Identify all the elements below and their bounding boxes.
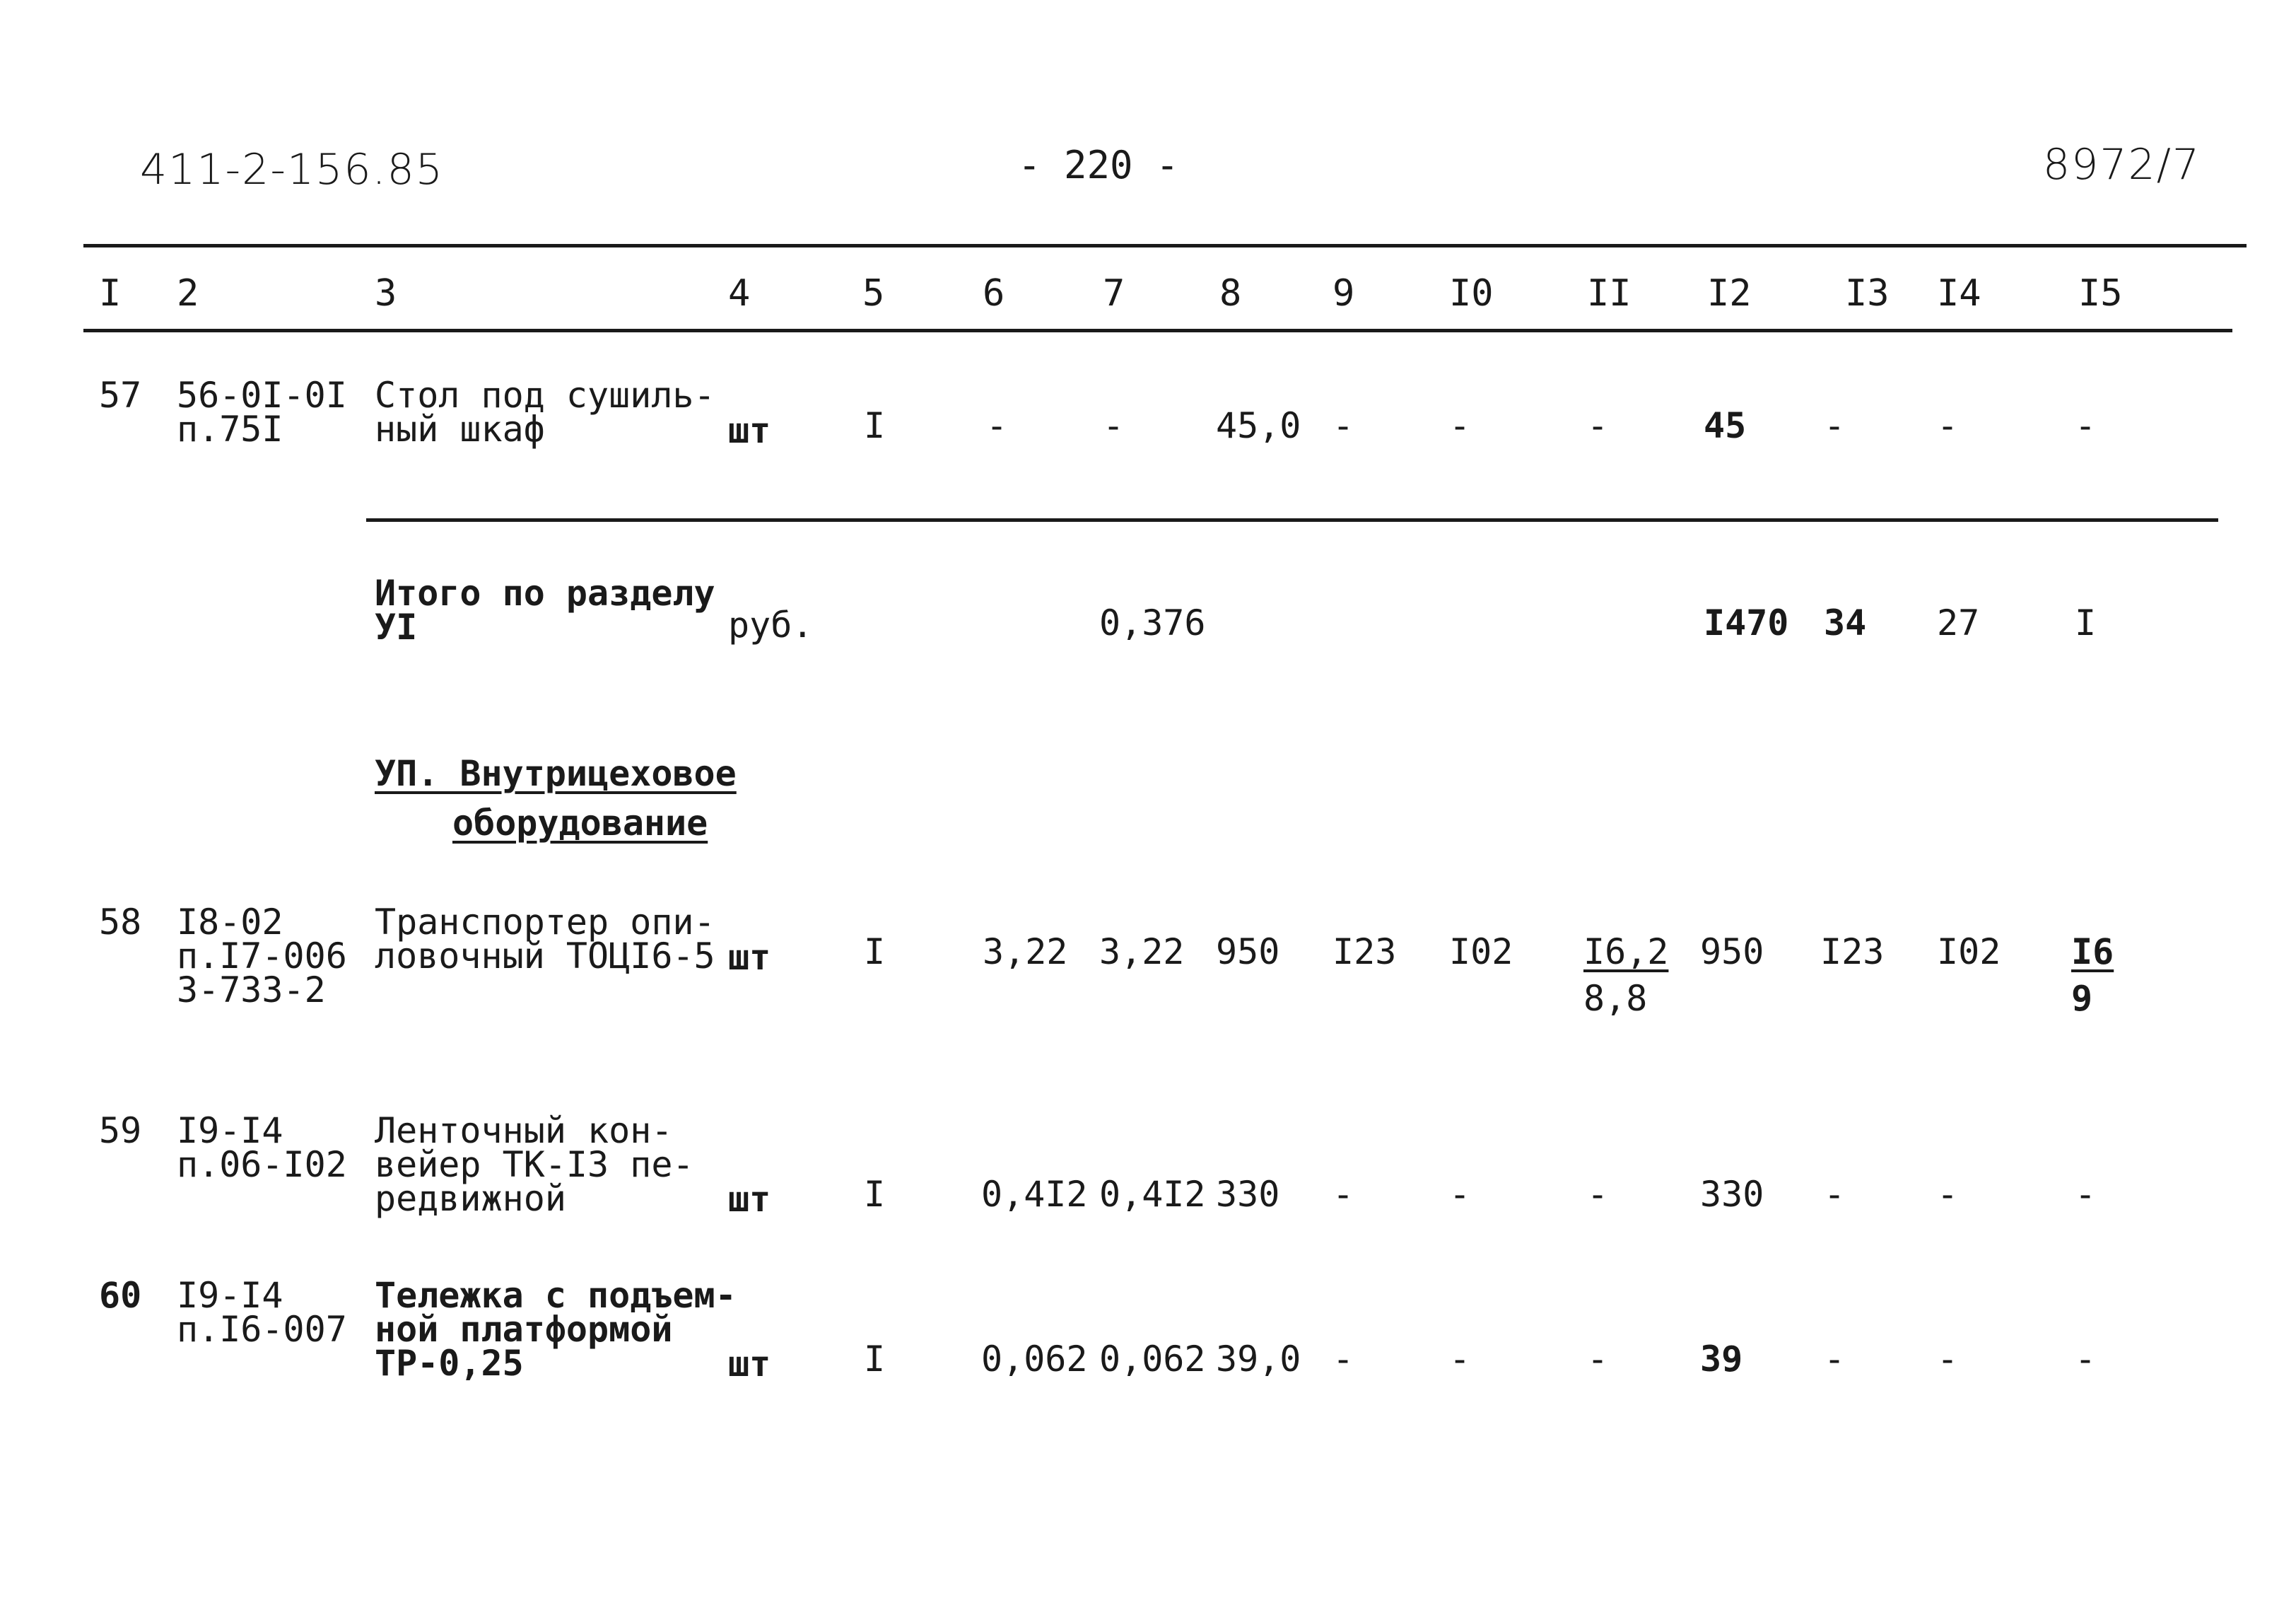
section-total-label: Итого по разделу УI <box>375 573 715 648</box>
cell-c12: 45 <box>1704 405 1747 446</box>
section-total-c7: 0,376 <box>1099 602 1206 643</box>
cell-c14: - <box>1937 1174 1959 1215</box>
cell-c13: - <box>1824 1174 1846 1215</box>
header-bottom-rule <box>83 329 2232 332</box>
row-unit: шт <box>728 410 771 451</box>
cell-c13: - <box>1824 1339 1846 1380</box>
row-number: 58 <box>99 902 142 943</box>
column-number: 3 <box>375 272 397 315</box>
cell-c9: - <box>1332 405 1354 446</box>
column-number: II <box>1587 272 1632 315</box>
column-number: 7 <box>1103 272 1125 315</box>
cell-c9: - <box>1332 1174 1354 1215</box>
row-qty: I <box>864 405 886 446</box>
cell-c7: 0,4I2 <box>1099 1174 1206 1215</box>
row-number: 59 <box>99 1110 142 1151</box>
cell-c12: 950 <box>1700 931 1764 972</box>
cell-c10: - <box>1449 1174 1471 1215</box>
column-number: I0 <box>1449 272 1494 315</box>
cell-c11: - <box>1587 1339 1609 1380</box>
row-qty: I <box>864 1174 886 1215</box>
table-top-rule <box>83 244 2247 247</box>
column-number: I4 <box>1937 272 1981 315</box>
cell-c13: I23 <box>1820 931 1885 972</box>
row-unit: шт <box>728 1343 771 1385</box>
row-qty: I <box>864 1339 886 1380</box>
column-number: I5 <box>2078 272 2123 315</box>
section-total-c12: I470 <box>1704 602 1789 643</box>
row-number: 57 <box>99 375 142 416</box>
column-number: 9 <box>1332 272 1355 315</box>
cell-c11: - <box>1587 1174 1609 1215</box>
column-number: 5 <box>862 272 885 315</box>
section-total-c15: I <box>2075 602 2097 643</box>
cell-c7: 0,062 <box>1099 1339 1206 1380</box>
cell-c7: - <box>1103 405 1125 446</box>
column-number: I3 <box>1845 272 1890 315</box>
section-heading-line1: УП. Внутрицеховое <box>375 753 737 794</box>
cell-c13: - <box>1824 405 1846 446</box>
column-number: 4 <box>728 272 751 315</box>
cell-c15: - <box>2075 405 2097 446</box>
column-number: 6 <box>983 272 1005 315</box>
section-heading-line2: оборудование <box>452 803 708 844</box>
cell-c14: - <box>1937 405 1959 446</box>
cell-c14: - <box>1937 1339 1959 1380</box>
row-number: 60 <box>99 1275 142 1316</box>
row-code: I8-02 п.I7-006 3-733-2 <box>177 902 347 1010</box>
cell-c11: - <box>1587 405 1609 446</box>
cell-c9: - <box>1332 1339 1354 1380</box>
column-number: 2 <box>177 272 199 315</box>
cell-c12: 330 <box>1700 1174 1764 1215</box>
row-name: Транспортер опи- ловочный ТОЦI6-5 <box>375 902 715 977</box>
section-total-c13: 34 <box>1824 602 1867 643</box>
section-total-c14: 27 <box>1937 602 1980 643</box>
row-qty: I <box>864 931 886 972</box>
cell-c8: 45,0 <box>1216 405 1301 446</box>
cell-c12: 39 <box>1700 1339 1743 1380</box>
row-name: Ленточный кон- вейер ТК-I3 пе- редвижной <box>375 1110 694 1219</box>
column-number: I <box>99 272 122 315</box>
row-code: I9-I4 п.06-I02 <box>177 1110 347 1185</box>
cell-c6: 0,062 <box>981 1339 1088 1380</box>
cell-c8: 39,0 <box>1216 1339 1301 1380</box>
row-name: Стол под сушиль- ный шкаф <box>375 375 715 450</box>
row-unit: шт <box>728 937 771 978</box>
cell-c15-denominator: 9 <box>2071 978 2093 1019</box>
cell-c10: I02 <box>1449 931 1513 972</box>
cell-c15: - <box>2075 1339 2097 1380</box>
document-code: 411-2-156.85 <box>140 145 444 194</box>
cell-c8: 330 <box>1216 1174 1280 1215</box>
row-name: Тележка с подъем- ной платформой ТР-0,25 <box>375 1275 737 1384</box>
row-unit: шт <box>728 1179 771 1220</box>
cell-c9: I23 <box>1332 931 1397 972</box>
row-code: I9-I4 п.I6-007 <box>177 1275 347 1350</box>
section-total-rule <box>366 518 2218 522</box>
column-number: 8 <box>1219 272 1242 315</box>
section-total-unit: руб. <box>728 605 814 646</box>
cell-c6: 0,4I2 <box>981 1174 1088 1215</box>
cell-c6: 3,22 <box>983 931 1068 972</box>
sheet-reference: 8972/7 <box>2043 140 2201 190</box>
cell-c11-denominator: 8,8 <box>1583 978 1648 1019</box>
column-number: I2 <box>1707 272 1752 315</box>
cell-c14: I02 <box>1937 931 2001 972</box>
cell-c15-numerator: I6 <box>2071 931 2114 972</box>
row-code: 56-0I-0I п.75I <box>177 375 347 450</box>
cell-c11-numerator: I6,2 <box>1583 931 1669 972</box>
page-number: - 220 - <box>1018 143 1179 187</box>
cell-c6: - <box>986 405 1008 446</box>
cell-c10: - <box>1449 1339 1471 1380</box>
cell-c10: - <box>1449 405 1471 446</box>
cell-c15: - <box>2075 1174 2097 1215</box>
cell-c7: 3,22 <box>1099 931 1185 972</box>
cell-c8: 950 <box>1216 931 1280 972</box>
